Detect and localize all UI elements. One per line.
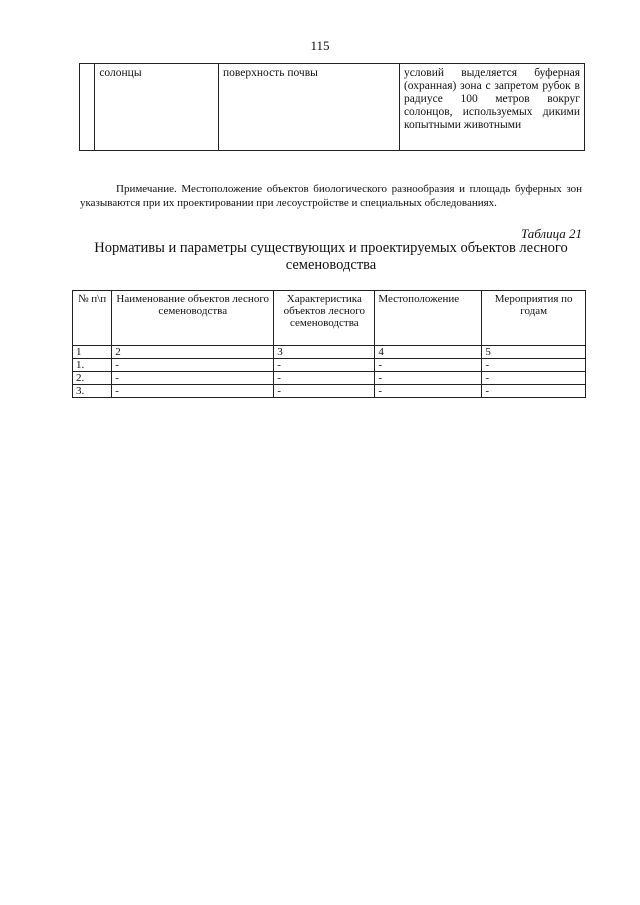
table-cell: 1.: [73, 359, 112, 372]
table-cell: 3.: [73, 385, 112, 398]
table-row: [73, 359, 586, 372]
page-number: 115: [310, 38, 330, 53]
table-cell: -: [375, 359, 482, 372]
table-cell: -: [112, 385, 274, 398]
table-cell: 4: [375, 346, 482, 359]
table-cell: -: [112, 359, 274, 372]
table-cell: 3: [274, 346, 375, 359]
header-characteristics: Характеристика объектов лесного семеноводства: [274, 291, 375, 346]
table-cell: -: [375, 385, 482, 398]
table-cell: -: [482, 372, 586, 385]
table-cell: -: [112, 372, 274, 385]
table-cell: -: [274, 385, 375, 398]
header-number: № п\п: [73, 291, 112, 346]
table-cell: условий выделяется буферная (охранная) зона с запретом рубок в радиусе 100 метров вокруг солонцов, используемых дикими копытными животными: [399, 64, 584, 151]
table-row: [73, 346, 586, 359]
table-cell: 2.: [73, 372, 112, 385]
table-row: [80, 64, 585, 151]
table-header-row: [73, 291, 586, 346]
table-cell: поверхность почвы: [219, 64, 400, 151]
table-cell: -: [274, 372, 375, 385]
header-location: Местоположение: [375, 291, 482, 346]
table-title: Нормативы и параметры существующих и проектируемых объектов лесного семеноводства: [94, 240, 568, 273]
table-cell: 5: [482, 346, 586, 359]
table-cell: 2: [112, 346, 274, 359]
table-cell: -: [274, 359, 375, 372]
continuation-table: [79, 63, 585, 151]
table-cell: -: [375, 372, 482, 385]
table-cell: -: [482, 359, 586, 372]
seed-objects-table: [72, 290, 586, 398]
table-row: [73, 385, 586, 398]
table-cell: 1: [73, 346, 112, 359]
table-cell: [80, 64, 95, 151]
table-cell: солонцы: [95, 64, 219, 151]
header-name: Наименование объектов лесного семеноводства: [112, 291, 274, 346]
header-activities: Мероприятия по годам: [482, 291, 586, 346]
table-cell: -: [482, 385, 586, 398]
note-paragraph: Примечание. Местоположение объектов биологического разнообразия и площадь буферных зон указываются при их проектировании при лесоустройстве и специальных обследованиях.: [80, 183, 582, 209]
table-label: Таблица 21: [520, 226, 582, 241]
table-row: [73, 372, 586, 385]
